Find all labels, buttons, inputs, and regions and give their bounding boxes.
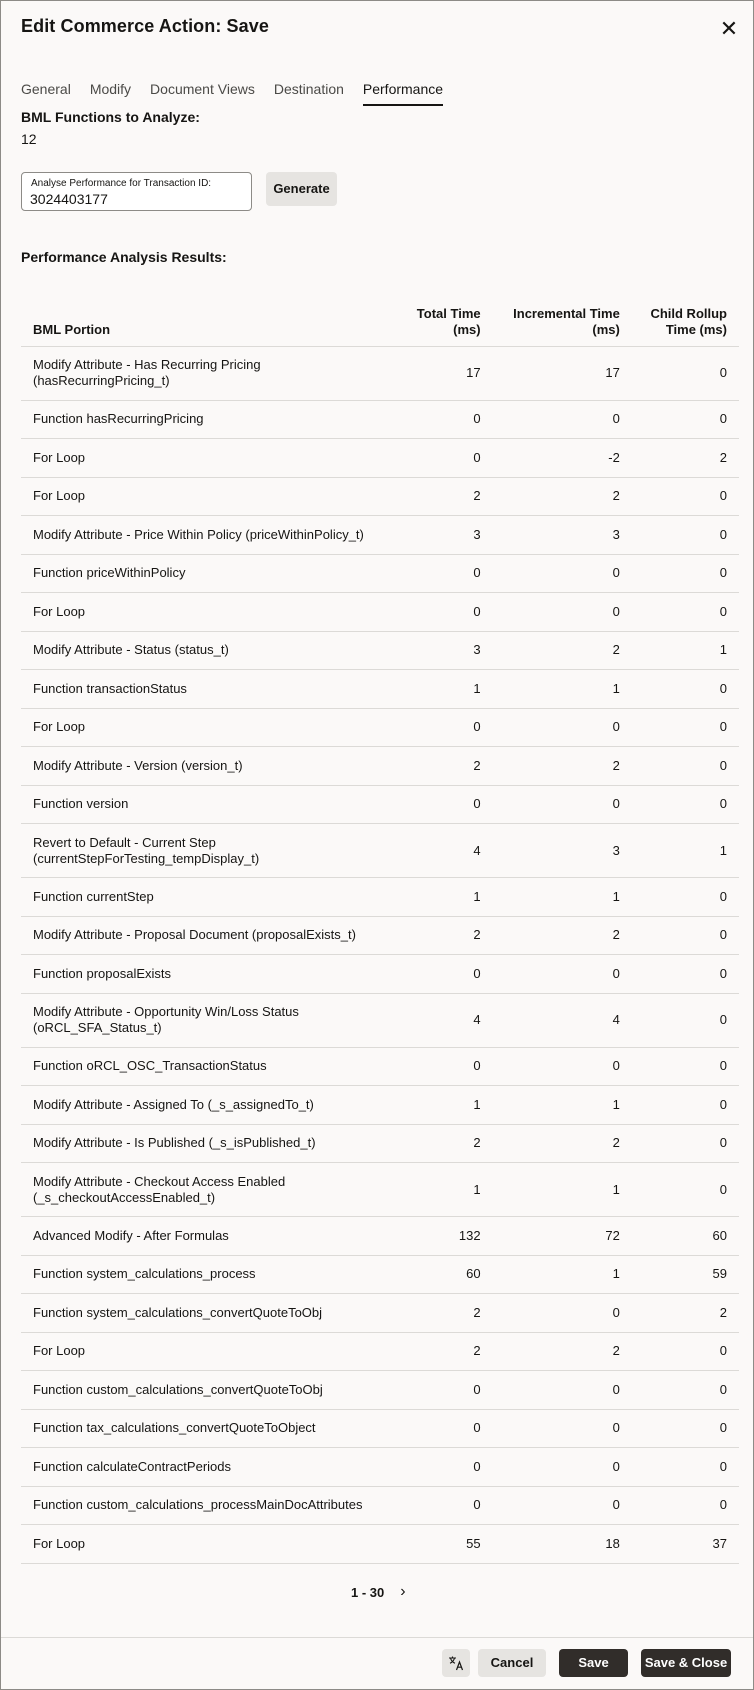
cell-child-rollup-time: 0 (632, 1086, 739, 1125)
cell-incremental-time: -2 (493, 439, 632, 478)
bml-functions-label: BML Functions to Analyze: (21, 109, 200, 125)
cell-incremental-time: 2 (493, 631, 632, 670)
cell-child-rollup-time: 1 (632, 824, 739, 878)
cell-bml-portion: Function custom_calculations_processMainDocAttributes (21, 1486, 399, 1525)
header-child-rollup-time[interactable]: Child Rollup Time (ms) (632, 293, 739, 346)
translate-button[interactable] (442, 1649, 470, 1677)
cell-total-time: 2 (399, 477, 493, 516)
footer-divider (1, 1637, 753, 1638)
cell-incremental-time: 1 (493, 1163, 632, 1217)
cell-child-rollup-time: 0 (632, 516, 739, 555)
cell-total-time: 0 (399, 1047, 493, 1086)
cell-total-time: 0 (399, 1448, 493, 1487)
translate-icon (448, 1655, 464, 1671)
cell-bml-portion: For Loop (21, 439, 399, 478)
cell-child-rollup-time: 0 (632, 747, 739, 786)
cell-bml-portion: Function oRCL_OSC_TransactionStatus (21, 1047, 399, 1086)
cell-bml-portion: Function currentStep (21, 878, 399, 917)
cell-child-rollup-time: 0 (632, 346, 739, 400)
performance-table (21, 293, 739, 1564)
cell-child-rollup-time: 59 (632, 1255, 739, 1294)
table-row (21, 1486, 739, 1525)
cell-incremental-time: 1 (493, 670, 632, 709)
cell-child-rollup-time: 0 (632, 1371, 739, 1410)
cell-bml-portion: Modify Attribute - Price Within Policy (priceWithinPolicy_t) (21, 516, 399, 555)
cell-total-time: 1 (399, 670, 493, 709)
cancel-button[interactable]: Cancel (478, 1649, 546, 1677)
table-row (21, 1525, 739, 1564)
close-icon[interactable]: ✕ (719, 16, 739, 41)
cell-total-time: 0 (399, 593, 493, 632)
cell-incremental-time: 0 (493, 593, 632, 632)
cell-child-rollup-time: 0 (632, 477, 739, 516)
cell-total-time: 0 (399, 785, 493, 824)
tab-document-views[interactable]: Document Views (150, 81, 255, 97)
tab-performance[interactable]: Performance (363, 81, 443, 106)
cell-child-rollup-time: 0 (632, 878, 739, 917)
table-row (21, 1217, 739, 1256)
cell-incremental-time: 0 (493, 1047, 632, 1086)
cell-total-time: 55 (399, 1525, 493, 1564)
cell-total-time: 132 (399, 1217, 493, 1256)
table-row (21, 1294, 739, 1333)
cell-incremental-time: 0 (493, 1371, 632, 1410)
cell-child-rollup-time: 60 (632, 1217, 739, 1256)
table-row (21, 1163, 739, 1217)
table-row (21, 439, 739, 478)
cell-child-rollup-time: 0 (632, 400, 739, 439)
cell-child-rollup-time: 0 (632, 916, 739, 955)
table-row (21, 670, 739, 709)
cell-child-rollup-time: 0 (632, 554, 739, 593)
pagination (351, 1583, 406, 1601)
cell-bml-portion: Function system_calculations_process (21, 1255, 399, 1294)
cell-bml-portion: Function system_calculations_convertQuoteToObj (21, 1294, 399, 1333)
cell-bml-portion: Modify Attribute - Has Recurring Pricing (hasRecurringPricing_t) (21, 346, 399, 400)
cell-total-time: 0 (399, 439, 493, 478)
cell-bml-portion: Function hasRecurringPricing (21, 400, 399, 439)
cell-total-time: 4 (399, 993, 493, 1047)
cell-incremental-time: 0 (493, 1448, 632, 1487)
cell-incremental-time: 2 (493, 1332, 632, 1371)
cell-child-rollup-time: 0 (632, 993, 739, 1047)
cell-child-rollup-time: 0 (632, 593, 739, 632)
cell-incremental-time: 0 (493, 708, 632, 747)
cell-bml-portion: Modify Attribute - Opportunity Win/Loss Status (oRCL_SFA_Status_t) (21, 993, 399, 1047)
cell-child-rollup-time: 0 (632, 1124, 739, 1163)
cell-incremental-time: 72 (493, 1217, 632, 1256)
cell-total-time: 2 (399, 747, 493, 786)
cell-total-time: 0 (399, 1409, 493, 1448)
tab-destination[interactable]: Destination (273, 81, 344, 97)
cell-total-time: 0 (399, 1486, 493, 1525)
table-row (21, 593, 739, 632)
cell-bml-portion: Revert to Default - Current Step (currentStepForTesting_tempDisplay_t) (21, 824, 399, 878)
cell-total-time: 60 (399, 1255, 493, 1294)
cell-incremental-time: 1 (493, 1255, 632, 1294)
header-bml-portion[interactable]: BML Portion (21, 293, 399, 346)
table-row (21, 824, 739, 878)
table-row (21, 1371, 739, 1410)
cell-bml-portion: Function priceWithinPolicy (21, 554, 399, 593)
table-header-row (21, 293, 739, 346)
cell-incremental-time: 0 (493, 785, 632, 824)
cell-bml-portion: Function custom_calculations_convertQuoteToObj (21, 1371, 399, 1410)
cell-total-time: 0 (399, 554, 493, 593)
table-row (21, 346, 739, 400)
dialog-title: Edit Commerce Action: Save (21, 16, 269, 36)
table-row (21, 747, 739, 786)
save-and-close-button[interactable]: Save & Close (641, 1649, 731, 1677)
save-button[interactable]: Save (559, 1649, 628, 1677)
cell-total-time: 2 (399, 1124, 493, 1163)
cell-bml-portion: Modify Attribute - Status (status_t) (21, 631, 399, 670)
cell-incremental-time: 4 (493, 993, 632, 1047)
results-heading: Performance Analysis Results: (21, 249, 227, 265)
cell-child-rollup-time: 0 (632, 1332, 739, 1371)
cell-bml-portion: For Loop (21, 1332, 399, 1371)
cell-total-time: 2 (399, 916, 493, 955)
table-row (21, 785, 739, 824)
header-incremental-time[interactable]: Incremental Time (ms) (493, 293, 632, 346)
cell-bml-portion: For Loop (21, 477, 399, 516)
cell-incremental-time: 17 (493, 346, 632, 400)
cell-child-rollup-time: 0 (632, 670, 739, 709)
cell-bml-portion: Function tax_calculations_convertQuoteToObject (21, 1409, 399, 1448)
cell-bml-portion: Function proposalExists (21, 955, 399, 994)
transaction-id-input[interactable] (30, 191, 240, 207)
cell-bml-portion: Modify Attribute - Assigned To (_s_assignedTo_t) (21, 1086, 399, 1125)
cell-total-time: 3 (399, 631, 493, 670)
table-row (21, 916, 739, 955)
table-row (21, 1255, 739, 1294)
cell-bml-portion: Modify Attribute - Is Published (_s_isPublished_t) (21, 1124, 399, 1163)
table-row (21, 878, 739, 917)
cell-incremental-time: 1 (493, 878, 632, 917)
cell-incremental-time: 2 (493, 747, 632, 786)
page-range: 1 - 30 (351, 1584, 385, 1600)
table-row (21, 1047, 739, 1086)
cell-incremental-time: 2 (493, 1124, 632, 1163)
cell-total-time: 0 (399, 400, 493, 439)
cell-bml-portion: Modify Attribute - Checkout Access Enabled (_s_checkoutAccessEnabled_t) (21, 1163, 399, 1217)
table-row (21, 631, 739, 670)
cell-bml-portion: Modify Attribute - Proposal Document (proposalExists_t) (21, 916, 399, 955)
cell-child-rollup-time: 0 (632, 1486, 739, 1525)
cell-incremental-time: 0 (493, 1294, 632, 1333)
cell-child-rollup-time: 0 (632, 1448, 739, 1487)
cell-incremental-time: 0 (493, 554, 632, 593)
cell-bml-portion: Function transactionStatus (21, 670, 399, 709)
cell-incremental-time: 1 (493, 1086, 632, 1125)
cell-child-rollup-time: 0 (632, 708, 739, 747)
cell-total-time: 0 (399, 1371, 493, 1410)
cell-incremental-time: 18 (493, 1525, 632, 1564)
table-row (21, 477, 739, 516)
table-row (21, 1448, 739, 1487)
transaction-id-field[interactable] (21, 172, 252, 211)
chevron-right-icon[interactable]: › (400, 1583, 406, 1600)
generate-button[interactable]: Generate (266, 172, 337, 206)
table-row (21, 554, 739, 593)
cell-total-time: 3 (399, 516, 493, 555)
cell-total-time: 17 (399, 346, 493, 400)
cell-incremental-time: 3 (493, 516, 632, 555)
cell-incremental-time: 0 (493, 1409, 632, 1448)
cell-incremental-time: 0 (493, 400, 632, 439)
cell-bml-portion: Function version (21, 785, 399, 824)
cell-incremental-time: 3 (493, 824, 632, 878)
tab-bar (21, 81, 462, 106)
cell-total-time: 1 (399, 1086, 493, 1125)
header-total-time[interactable]: Total Time (ms) (399, 293, 493, 346)
cell-total-time: 2 (399, 1294, 493, 1333)
cell-bml-portion: Advanced Modify - After Formulas (21, 1217, 399, 1256)
cell-total-time: 2 (399, 1332, 493, 1371)
cell-child-rollup-time: 37 (632, 1525, 739, 1564)
cell-child-rollup-time: 2 (632, 1294, 739, 1333)
table-row (21, 955, 739, 994)
cell-child-rollup-time: 1 (632, 631, 739, 670)
cell-child-rollup-time: 0 (632, 1163, 739, 1217)
table-row (21, 1332, 739, 1371)
table-row (21, 708, 739, 747)
bml-functions-count: 12 (21, 131, 37, 147)
cell-child-rollup-time: 0 (632, 1047, 739, 1086)
cell-child-rollup-time: 0 (632, 955, 739, 994)
cell-incremental-time: 2 (493, 916, 632, 955)
transaction-id-label: Analyse Performance for Transaction ID: (31, 178, 212, 189)
cell-bml-portion: For Loop (21, 1525, 399, 1564)
cell-child-rollup-time: 0 (632, 785, 739, 824)
cell-bml-portion: Modify Attribute - Version (version_t) (21, 747, 399, 786)
table-row (21, 1124, 739, 1163)
cell-incremental-time: 2 (493, 477, 632, 516)
table-row (21, 993, 739, 1047)
tab-general[interactable]: General (21, 81, 71, 97)
cell-bml-portion: For Loop (21, 593, 399, 632)
cell-total-time: 1 (399, 1163, 493, 1217)
cell-child-rollup-time: 0 (632, 1409, 739, 1448)
cell-incremental-time: 0 (493, 1486, 632, 1525)
cell-bml-portion: For Loop (21, 708, 399, 747)
cell-child-rollup-time: 2 (632, 439, 739, 478)
table-row (21, 1086, 739, 1125)
cell-bml-portion: Function calculateContractPeriods (21, 1448, 399, 1487)
cell-total-time: 4 (399, 824, 493, 878)
table-row (21, 400, 739, 439)
cell-total-time: 1 (399, 878, 493, 917)
table-row (21, 1409, 739, 1448)
cell-incremental-time: 0 (493, 955, 632, 994)
table-row (21, 516, 739, 555)
cell-total-time: 0 (399, 708, 493, 747)
cell-total-time: 0 (399, 955, 493, 994)
tab-modify[interactable]: Modify (89, 81, 132, 97)
